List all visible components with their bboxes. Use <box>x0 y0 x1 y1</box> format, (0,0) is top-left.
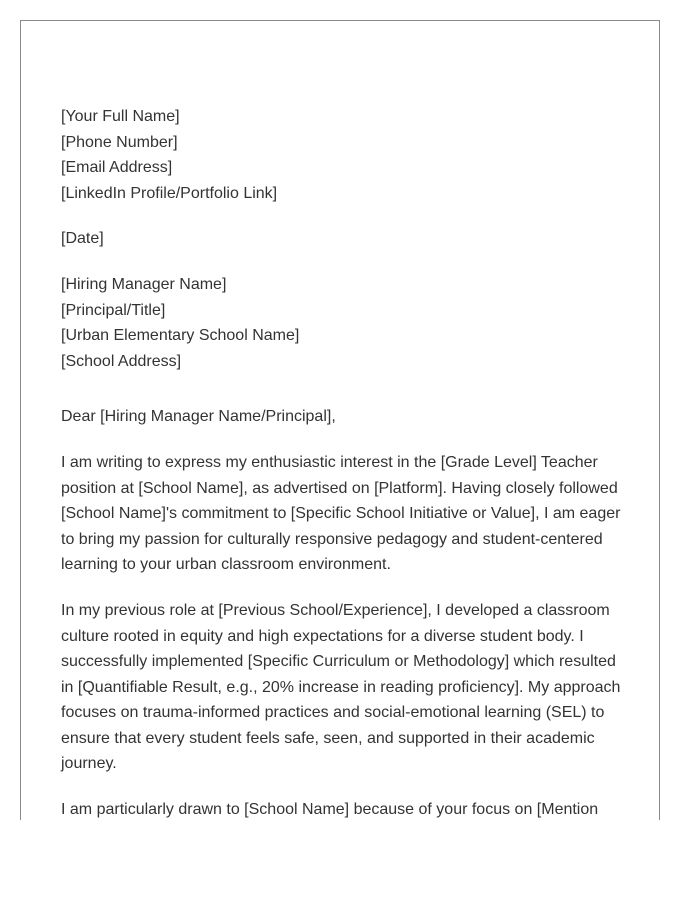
recipient-name: [Hiring Manager Name] <box>61 275 227 293</box>
sender-phone: [Phone Number] <box>61 133 178 151</box>
letter-page <box>20 20 660 820</box>
sender-email: [Email Address] <box>61 159 173 177</box>
letter-content <box>61 104 629 820</box>
body-paragraph: I am writing to express my enthusiastic interest in the [Grade Level] Teacher position at [School Name], as advertised on [Platform]. Having closely followed [School Name]'s commitment to [Specific School Initiative or Value], I am eager to bring my passion for culturally responsive pedagogy and student-centered learning to your urban classroom environment. <box>61 453 621 574</box>
recipient-title: [Principal/Title] <box>61 301 166 319</box>
body-paragraph: I am particularly drawn to [School Name] because of your focus on [Mention <box>61 801 599 819</box>
recipient-block <box>61 272 629 374</box>
recipient-school: [Urban Elementary School Name] <box>61 327 300 345</box>
body-paragraph: In my previous role at [Previous School/Experience], I developed a classroom culture rooted in equity and high expectations for a diverse student body. I successfully implemented [Specific Curriculum or Methodology] which resulted in [Quantifiable Result, e.g., 20% increase in reading proficiency]. My approach focuses on trauma-informed practices and social-emotional learning (SEL) to ensure that every student feels safe, seen, and supported in their academic journey. <box>61 601 621 773</box>
letter-date: [Date] <box>61 230 104 248</box>
sender-block <box>61 104 629 206</box>
sender-name: [Your Full Name] <box>61 108 180 125</box>
date-block <box>61 226 629 252</box>
recipient-address: [School Address] <box>61 352 182 370</box>
sender-link: [LinkedIn Profile/Portfolio Link] <box>61 184 278 202</box>
salutation: Dear [Hiring Manager Name/Principal], <box>61 408 336 426</box>
